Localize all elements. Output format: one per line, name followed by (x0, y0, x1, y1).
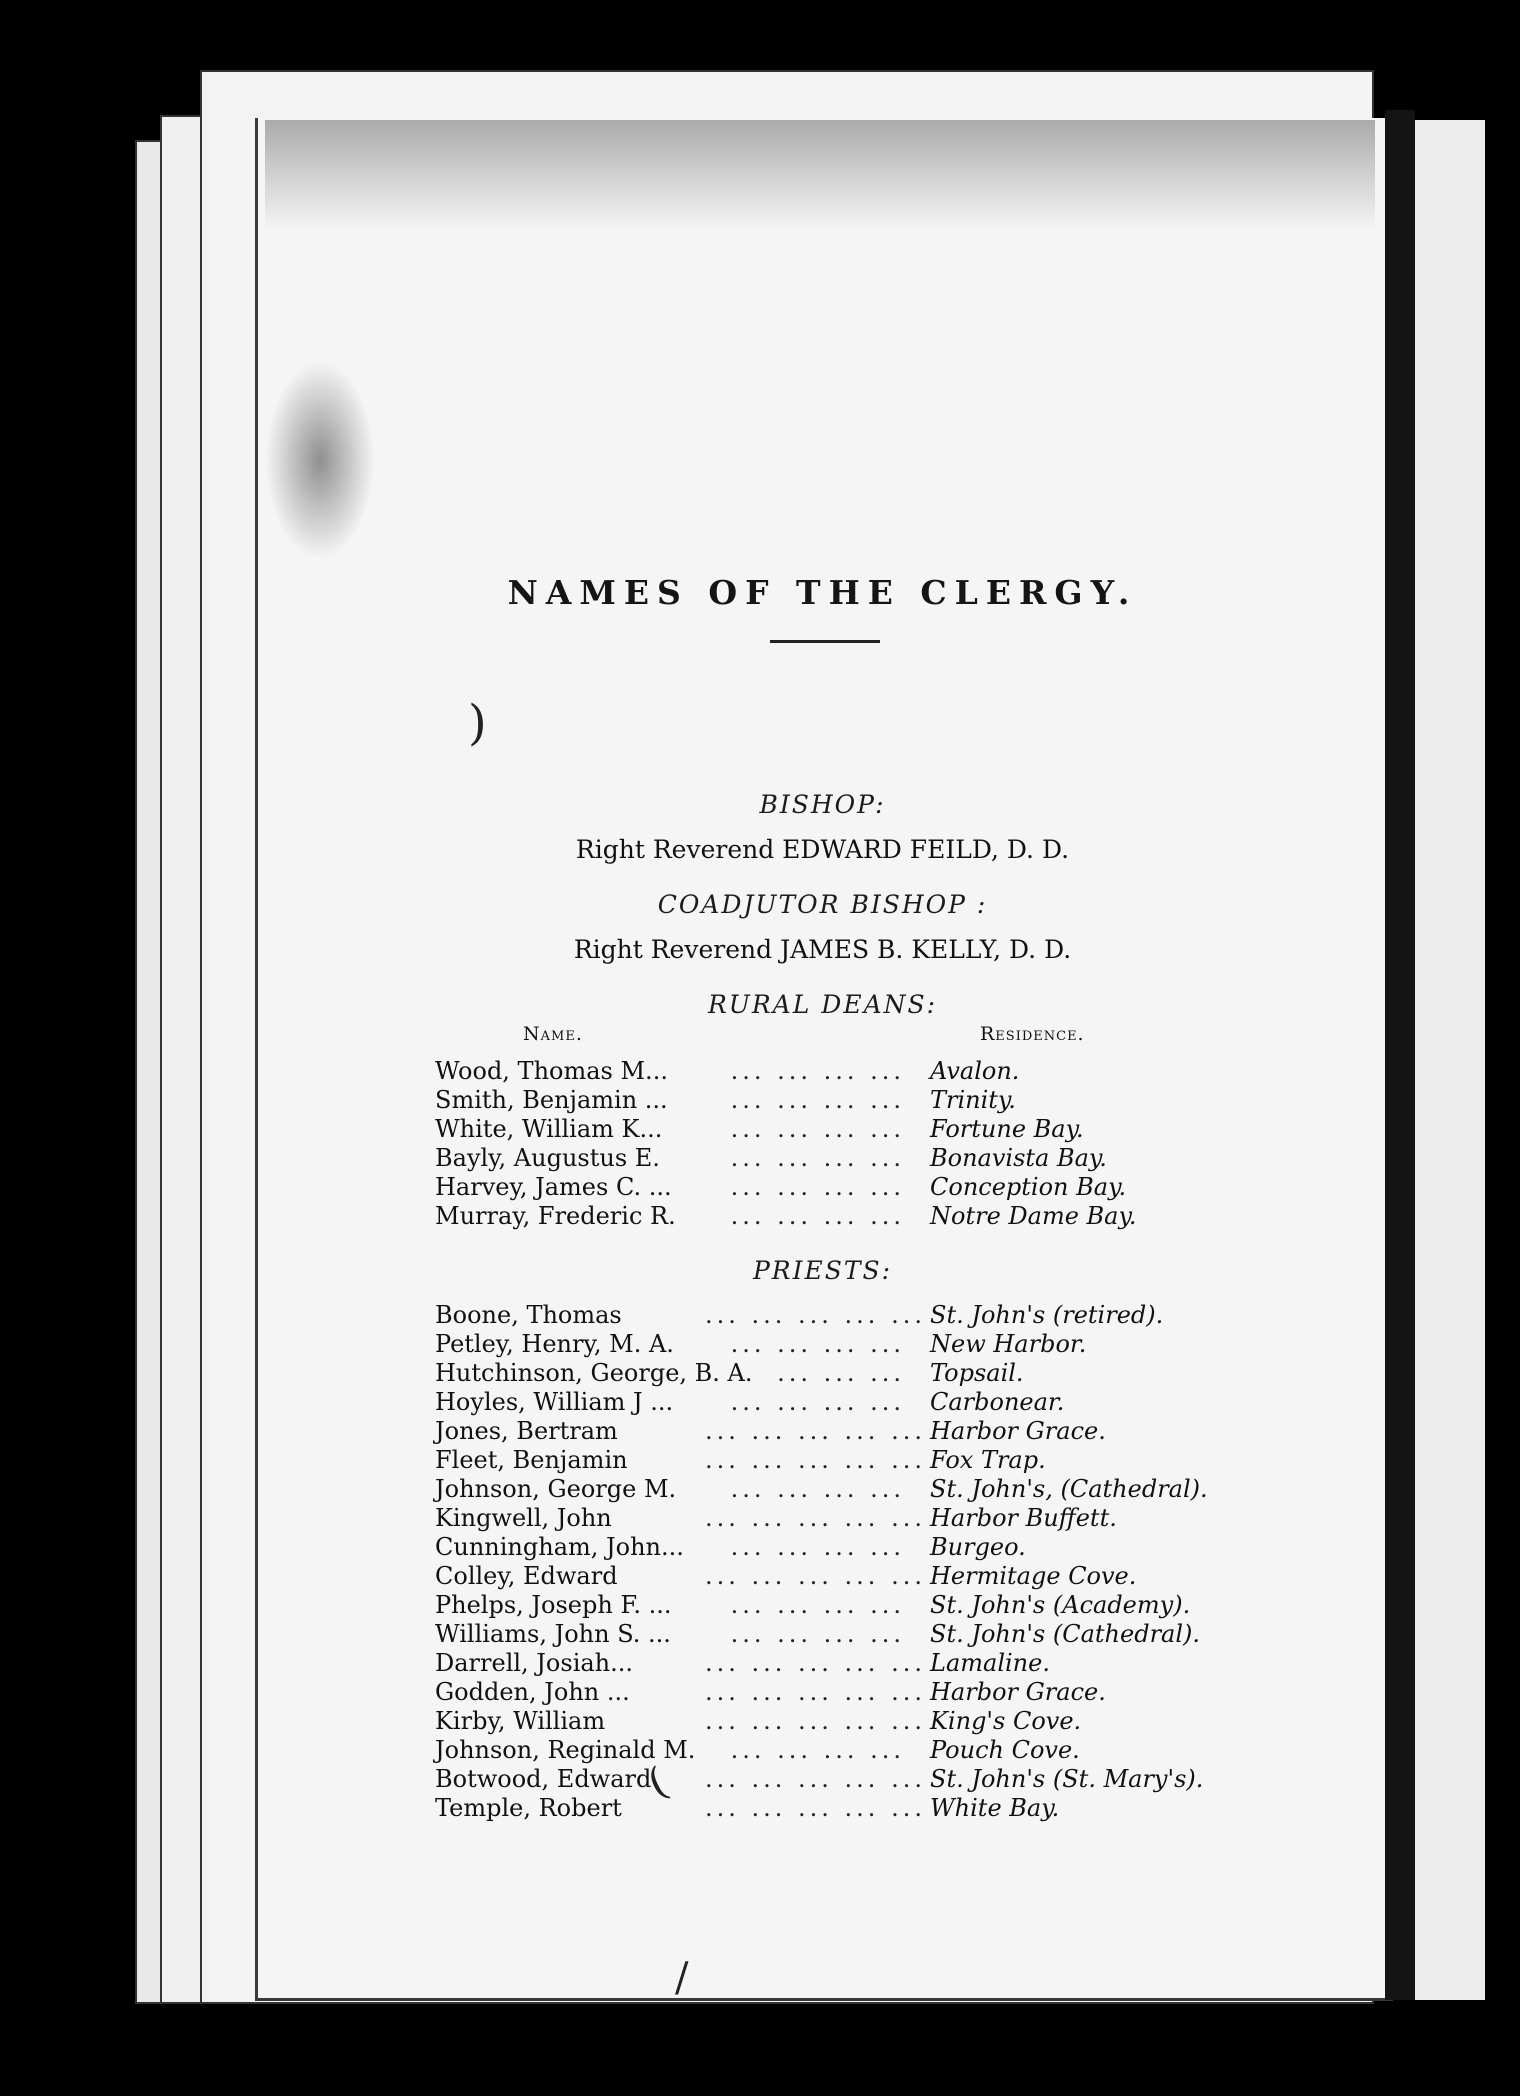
clergy-name: Murray, Frederic R. (435, 1202, 676, 1230)
clergy-name: Phelps, Joseph F. ... (435, 1591, 672, 1619)
list-item (435, 1086, 1255, 1115)
leader-dots: ... ... ... ... (730, 1202, 905, 1230)
list-item (435, 1475, 1255, 1504)
clergy-residence: Fox Trap. (930, 1446, 1046, 1474)
list-item (435, 1504, 1255, 1533)
clergy-name: Wood, Thomas M... (435, 1057, 668, 1085)
leader-dots: ... ... ... (777, 1359, 905, 1387)
clergy-residence: Bonavista Bay. (930, 1144, 1107, 1172)
list-item (435, 1707, 1255, 1736)
leader-dots: ... ... ... ... (730, 1620, 905, 1648)
pencil-mark: / (675, 1955, 689, 2001)
leader-dots: ... ... ... ... (730, 1057, 905, 1085)
clergy-name: Darrell, Josiah... (435, 1649, 634, 1677)
list-item (435, 1115, 1255, 1144)
clergy-name: Johnson, George M. (435, 1475, 677, 1503)
clergy-name: Godden, John ... (435, 1678, 630, 1706)
clergy-residence: Conception Bay. (930, 1173, 1127, 1201)
list-item (435, 1562, 1255, 1591)
clergy-residence: Notre Dame Bay. (930, 1202, 1137, 1230)
list-item (435, 1057, 1255, 1086)
list-item (435, 1736, 1255, 1765)
leader-dots: ... ... ... ... ... (705, 1649, 926, 1677)
clergy-residence: St. John's (retired). (930, 1301, 1164, 1329)
list-item (435, 1173, 1255, 1202)
clergy-name: Botwood, Edward (435, 1765, 652, 1793)
list-item (435, 1591, 1255, 1620)
title-rule (770, 640, 880, 643)
list-item (435, 1301, 1255, 1330)
coadjutor-heading: COADJUTOR BISHOP : (657, 890, 988, 919)
clergy-residence: King's Cove. (930, 1707, 1082, 1735)
leader-dots: ... ... ... ... (730, 1330, 905, 1358)
leader-dots: ... ... ... ... (730, 1475, 905, 1503)
list-item (435, 1388, 1255, 1417)
leader-dots: ... ... ... ... ... (705, 1794, 926, 1822)
clergy-residence: St. John's (St. Mary's). (930, 1765, 1204, 1793)
clergy-name: Kingwell, John (435, 1504, 612, 1532)
clergy-name: Harvey, James C. ... (435, 1173, 672, 1201)
bishop-name: Right Reverend EDWARD FEILD, D. D. (575, 835, 1070, 864)
coadjutor-name: Right Reverend JAMES B. KELLY, D. D. (573, 935, 1072, 964)
list-item (435, 1533, 1255, 1562)
clergy-name: Hoyles, William J ... (435, 1388, 674, 1416)
clergy-residence: Trinity. (930, 1086, 1016, 1114)
facing-page-edge (1415, 120, 1485, 2000)
page-content (255, 118, 1390, 1998)
column-header-name: Name. (523, 1023, 583, 1045)
leader-dots: ... ... ... ... (730, 1736, 905, 1764)
clergy-name: Johnson, Reginald M. (435, 1736, 696, 1764)
leader-dots: ... ... ... ... ... (705, 1417, 926, 1445)
leader-dots: ... ... ... ... ... (705, 1562, 926, 1590)
rural-deans-heading: RURAL DEANS: (707, 990, 938, 1019)
column-header-residence: Residence. (980, 1023, 1085, 1045)
leader-dots: ... ... ... ... (730, 1388, 905, 1416)
clergy-residence: Carbonear. (930, 1388, 1065, 1416)
clergy-residence: Harbor Grace. (930, 1417, 1106, 1445)
clergy-name: Kirby, William (435, 1707, 606, 1735)
list-item (435, 1678, 1255, 1707)
clergy-residence: Topsail. (930, 1359, 1024, 1387)
leader-dots: ... ... ... ... ... (705, 1301, 926, 1329)
clergy-residence: Harbor Grace. (930, 1678, 1106, 1706)
leader-dots: ... ... ... ... (730, 1533, 905, 1561)
leader-dots: ... ... ... ... ... (705, 1678, 926, 1706)
list-item (435, 1620, 1255, 1649)
clergy-name: Cunningham, John... (435, 1533, 684, 1561)
pencil-mark: ( (641, 1758, 675, 1808)
list-item (435, 1202, 1255, 1231)
list-item (435, 1446, 1255, 1475)
pencil-mark: ) (468, 695, 487, 751)
clergy-name: Jones, Bertram (435, 1417, 618, 1445)
clergy-residence: Lamaline. (930, 1649, 1050, 1677)
leader-dots: ... ... ... ... (730, 1591, 905, 1619)
clergy-name: Temple, Robert (435, 1794, 622, 1822)
clergy-name: Hutchinson, George, B. A. (435, 1359, 753, 1387)
list-item (435, 1794, 1255, 1823)
leader-dots: ... ... ... ... (730, 1144, 905, 1172)
page-title: NAMES OF THE CLERGY. (507, 573, 1138, 612)
leader-dots: ... ... ... ... (730, 1173, 905, 1201)
clergy-residence: St. John's (Cathedral). (930, 1620, 1201, 1648)
priests-heading: PRIESTS: (752, 1256, 893, 1285)
list-item (435, 1359, 1255, 1388)
clergy-name: Williams, John S. ... (435, 1620, 671, 1648)
leader-dots: ... ... ... ... (730, 1086, 905, 1114)
clergy-residence: Hermitage Cove. (930, 1562, 1137, 1590)
list-item (435, 1649, 1255, 1678)
clergy-name: Colley, Edward (435, 1562, 618, 1590)
clergy-residence: St. John's (Academy). (930, 1591, 1191, 1619)
clergy-residence: Burgeo. (930, 1533, 1026, 1561)
clergy-name: Fleet, Benjamin (435, 1446, 628, 1474)
clergy-name: Boone, Thomas (435, 1301, 622, 1329)
clergy-residence: White Bay. (930, 1794, 1060, 1822)
list-item (435, 1765, 1255, 1794)
clergy-name: White, William K... (435, 1115, 663, 1143)
clergy-residence: New Harbor. (930, 1330, 1087, 1358)
clergy-name: Petley, Henry, M. A. (435, 1330, 674, 1358)
clergy-residence: St. John's, (Cathedral). (930, 1475, 1208, 1503)
leader-dots: ... ... ... ... (730, 1115, 905, 1143)
leader-dots: ... ... ... ... ... (705, 1765, 926, 1793)
list-item (435, 1417, 1255, 1446)
leader-dots: ... ... ... ... ... (705, 1446, 926, 1474)
clergy-residence: Harbor Buffett. (930, 1504, 1117, 1532)
list-item (435, 1144, 1255, 1173)
leader-dots: ... ... ... ... ... (705, 1707, 926, 1735)
bishop-heading: BISHOP: (759, 790, 886, 819)
leader-dots: ... ... ... ... ... (705, 1504, 926, 1532)
clergy-residence: Avalon. (930, 1057, 1020, 1085)
list-item (435, 1330, 1255, 1359)
clergy-name: Smith, Benjamin ... (435, 1086, 668, 1114)
clergy-name: Bayly, Augustus E. (435, 1144, 660, 1172)
clergy-residence: Fortune Bay. (930, 1115, 1084, 1143)
clergy-residence: Pouch Cove. (930, 1736, 1080, 1764)
